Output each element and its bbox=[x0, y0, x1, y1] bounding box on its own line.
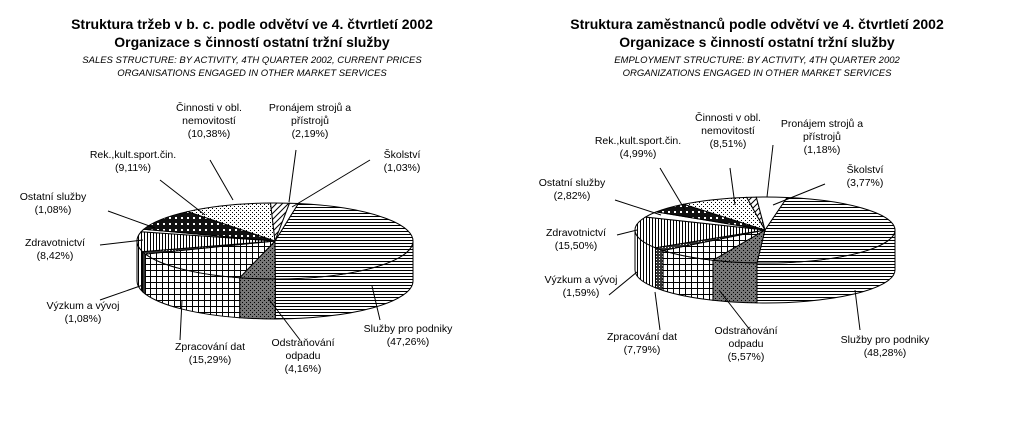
slice-label-line: Služby pro podniky bbox=[840, 334, 930, 346]
slice-label-line: Pronájem strojů a bbox=[780, 118, 864, 130]
slice-label-line: přístrojů bbox=[291, 115, 329, 127]
slice-label-line: Služby pro podniky bbox=[363, 323, 453, 335]
slice-label-line: (5,57%) bbox=[727, 351, 765, 363]
slice-label bbox=[25, 237, 85, 263]
leader-line bbox=[210, 160, 233, 200]
chart-title: Struktura zaměstnanců podle odvětví ve 4. čtvrtletí 2002 bbox=[570, 16, 944, 32]
slice-label bbox=[595, 135, 681, 161]
slice-label bbox=[384, 149, 421, 175]
chart-subtitle-english: SALES STRUCTURE: BY ACTIVITY, 4TH QUARTER 2002, CURRENT PRICES bbox=[82, 55, 422, 66]
pie-slice-side bbox=[656, 248, 664, 291]
slice-label bbox=[545, 274, 618, 300]
slice-label bbox=[539, 177, 606, 203]
leader-line bbox=[615, 200, 661, 215]
slice-label-line: (4,99%) bbox=[619, 148, 657, 160]
slice-label-line: přístrojů bbox=[803, 131, 841, 143]
leader-line bbox=[767, 145, 773, 197]
slice-label-line: Odstraňování bbox=[271, 337, 335, 349]
slice-label bbox=[847, 164, 884, 190]
leader-line bbox=[655, 292, 660, 330]
pie-slice-side bbox=[713, 260, 757, 303]
slice-label-line: odpadu bbox=[285, 350, 321, 362]
slice-label-line: (7,79%) bbox=[623, 344, 661, 356]
chart-subtitle-english-2: ORGANISATIONS ENGAGED IN OTHER MARKET SERVICES bbox=[117, 68, 387, 79]
slice-label bbox=[47, 300, 120, 326]
slice-label-line: (1,03%) bbox=[383, 162, 421, 174]
slice-label-line: Pronájem strojů a bbox=[268, 102, 352, 114]
slice-label-line: Ostatní služby bbox=[538, 177, 606, 189]
slice-label-line: Výzkum a vývoj bbox=[544, 274, 618, 286]
slice-label bbox=[90, 149, 176, 175]
slice-label bbox=[20, 191, 87, 217]
employment-chart-panel bbox=[505, 0, 1009, 422]
slice-label bbox=[714, 325, 777, 364]
slice-label-line: odpadu bbox=[728, 338, 764, 350]
slice-label-line: Zdravotnictví bbox=[545, 227, 607, 239]
slice-label-line: (47,26%) bbox=[386, 336, 430, 348]
slice-label-line: (10,38%) bbox=[187, 128, 231, 140]
leader-line bbox=[660, 168, 685, 210]
leader-line bbox=[855, 290, 860, 330]
slice-label bbox=[781, 118, 863, 157]
slice-label-line: nemovitostí bbox=[701, 125, 755, 137]
leader-line bbox=[108, 211, 155, 228]
slice-label bbox=[546, 227, 606, 253]
slice-label-line: (15,50%) bbox=[554, 240, 598, 252]
slice-label bbox=[271, 337, 334, 376]
chart-title: Struktura tržeb v b. c. podle odvětví ve 4. čtvrtletí 2002 bbox=[71, 16, 433, 32]
slice-label-line: Výzkum a vývoj bbox=[46, 300, 120, 312]
slice-label-line: Ostatní služby bbox=[19, 191, 87, 203]
sales-chart-panel bbox=[0, 0, 504, 422]
slice-label-line: (3,77%) bbox=[846, 177, 884, 189]
slice-label bbox=[841, 334, 930, 360]
leader-line bbox=[100, 285, 143, 300]
leader-line bbox=[292, 160, 370, 207]
slice-label-line: Školství bbox=[846, 164, 884, 176]
slice-label bbox=[607, 331, 677, 357]
slice-label-line: Zdravotnictví bbox=[24, 237, 86, 249]
slice-label-line: Činnosti v obl. bbox=[176, 102, 242, 114]
slice-label-line: Rek.,kult.sport.čin. bbox=[594, 135, 682, 147]
slice-label-line: (15,29%) bbox=[188, 354, 232, 366]
slice-label-line: Zpracování dat bbox=[606, 331, 678, 343]
slice-label-line: Rek.,kult.sport.čin. bbox=[89, 149, 177, 161]
slice-label-line: (1,18%) bbox=[803, 144, 841, 156]
chart-subtitle: Organizace s činností ostatní tržní služby bbox=[114, 34, 390, 50]
slice-label bbox=[364, 323, 453, 349]
slice-label bbox=[695, 112, 761, 151]
slice-label-line: Odstraňování bbox=[714, 325, 778, 337]
chart-subtitle-english-2: ORGANIZATIONS ENGAGED IN OTHER MARKET SERVICES bbox=[622, 68, 892, 79]
slice-label-line: Školství bbox=[383, 149, 421, 161]
slice-label-line: (8,42%) bbox=[36, 250, 74, 262]
chart-subtitle: Organizace s činností ostatní tržní služby bbox=[619, 34, 895, 50]
slice-label-line: (9,11%) bbox=[115, 162, 151, 174]
slice-label-line: (1,08%) bbox=[64, 313, 102, 325]
slice-label-line: (8,51%) bbox=[709, 138, 747, 150]
slice-label-line: Zpracování dat bbox=[174, 341, 246, 353]
leader-line bbox=[160, 180, 205, 215]
slice-label-line: (4,16%) bbox=[284, 363, 322, 375]
slice-label-line: (1,59%) bbox=[562, 287, 600, 299]
slice-label bbox=[175, 341, 245, 367]
chart-subtitle-english: EMPLOYMENT STRUCTURE: BY ACTIVITY, 4TH QUARTER 2002 bbox=[614, 55, 900, 66]
slice-label bbox=[176, 102, 242, 141]
slice-label-line: (48,28%) bbox=[863, 347, 907, 359]
slice-label-line: nemovitostí bbox=[182, 115, 236, 127]
leader-line bbox=[289, 150, 296, 202]
slice-label bbox=[269, 102, 351, 141]
pie-slice-side bbox=[240, 278, 276, 319]
slice-label-line: (1,08%) bbox=[34, 204, 72, 216]
slice-label-line: (2,19%) bbox=[291, 128, 329, 140]
leader-line bbox=[617, 230, 637, 235]
slice-label-line: (2,82%) bbox=[553, 190, 591, 202]
slice-label-line: Činnosti v obl. bbox=[695, 112, 761, 124]
